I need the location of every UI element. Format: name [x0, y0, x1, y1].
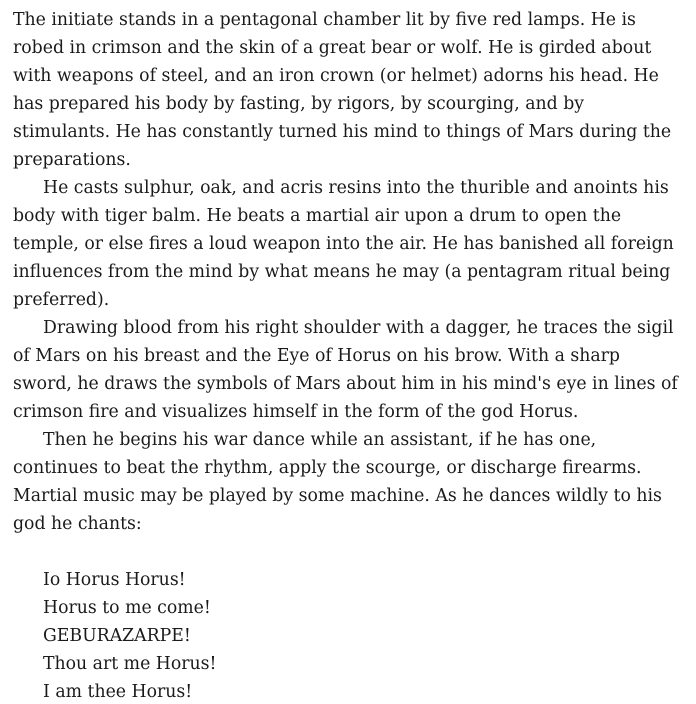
- chant-line: Thou art me Horus!: [43, 654, 217, 674]
- chant-line: I am thee Horus!: [43, 682, 193, 702]
- paragraph-thurible: He casts sulphur, oak, and acris resins into the thurible and anoints his body with tiger balm. He beats a martial air upon a drum to open the temple, or else fires a loud weapon into the air. He has banished all foreign influences from the mind by what means he may (a pentagram ritual being preferred).: [13, 178, 674, 310]
- paragraph-sigil: Drawing blood from his right shoulder with a dagger, he traces the sigil of Mars on his breast and the Eye of Horus on his brow. With a sharp sword, he draws the symbols of Mars about him in his mind's eye in lines of crimson fire and visualizes himself in the form of the god Horus.: [13, 318, 678, 422]
- chant-line: Io Horus Horus!: [43, 570, 186, 590]
- chant-verse: [43, 566, 684, 704]
- paragraph-initiate: The initiate stands in a pentagonal chamber lit by five red lamps. He is robed in crimson and the skin of a great bear or wolf. He is girded about with weapons of steel, and an iron crown (or helmet) adorns his head. He has prepared his body by fasting, by rigors, by scourging, and by stimulants. He has constantly turned his mind to things of Mars during the preparations.: [13, 10, 672, 170]
- paragraph-war-dance: Then he begins his war dance while an assistant, if he has one, continues to beat the rhythm, apply the scourge, or discharge firearms. Martial music may be played by some machine. As he dances wildly to his god he chants:: [13, 430, 662, 534]
- chant-line: Horus to me come!: [43, 598, 211, 618]
- chant-line: GEBURAZARPE!: [43, 626, 191, 646]
